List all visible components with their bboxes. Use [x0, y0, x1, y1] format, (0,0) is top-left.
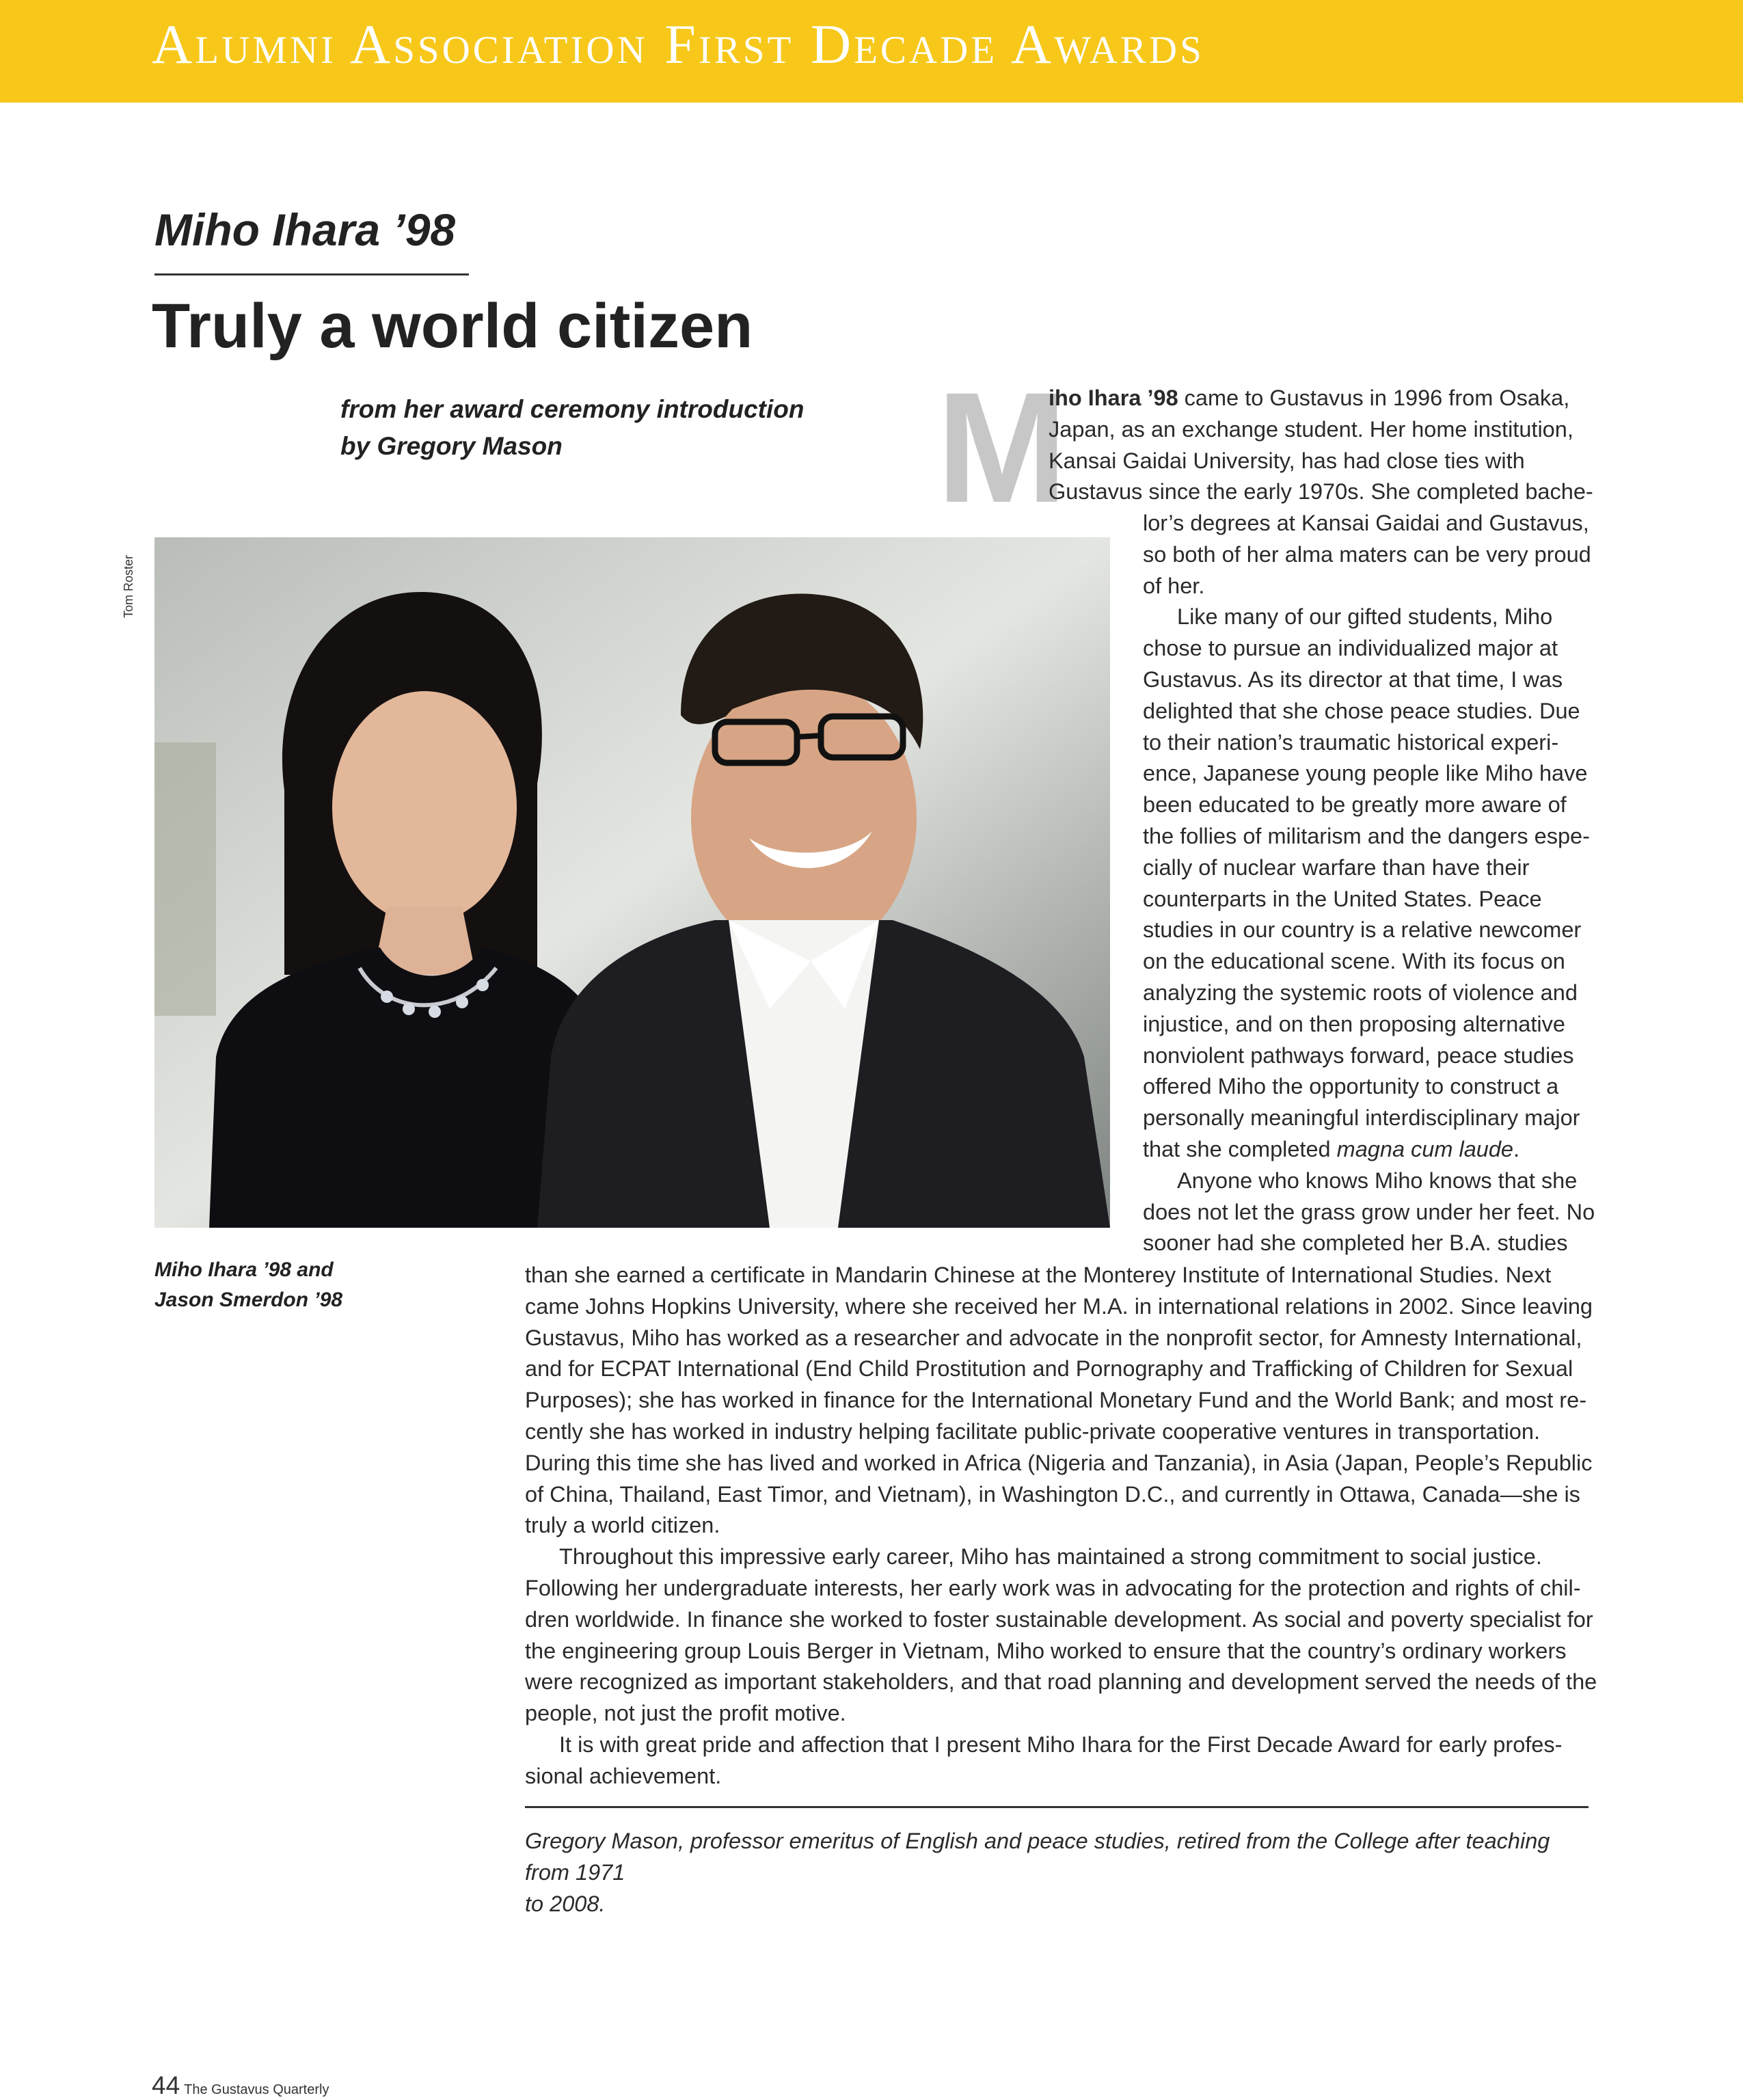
body-line: delighted that she chose peace studies. Due: [1143, 698, 1580, 723]
body-line: chose to pursue an individualized major at: [1143, 636, 1558, 661]
banner-title: Alumni Association First Decade Awards: [152, 13, 1204, 75]
body-line: cently she has worked in industry helping facilitate public-private cooperative ventures in transportation.: [525, 1418, 1540, 1444]
body-line: people, not just the profit motive.: [525, 1701, 846, 1726]
body-line: on the educational scene. With its focus on: [1143, 949, 1565, 974]
article-column-right: [1143, 508, 1595, 1259]
drop-cap: M: [936, 360, 1068, 535]
latin-honors: magna cum laude: [1336, 1136, 1514, 1161]
body-line: the engineering group Louis Berger in Vietnam, Miho worked to ensure that the country’s ordinary workers: [525, 1638, 1567, 1663]
page-number: 44: [152, 2071, 180, 2099]
body-line: the follies of militarism and the dangers espe-: [1143, 823, 1590, 848]
body-line: so both of her alma maters can be very proud: [1143, 541, 1591, 567]
portrait-illustration: [154, 537, 1110, 1228]
body-line: iho Ihara ’98 came to Gustavus in 1996 from Osaka,: [1049, 386, 1570, 410]
body-line: dren worldwide. In finance she worked to foster sustainable development. As social and poverty specialist for: [525, 1606, 1593, 1632]
bio-divider: [525, 1806, 1589, 1808]
body-line: Gustavus, Miho has worked as a researcher and advocate in the nonprofit sector, for Amnesty International,: [525, 1325, 1582, 1350]
body-line: It is with great pride and affection that I present Miho Ihara for the First Decade Award for early profes-: [559, 1732, 1563, 1757]
body-line: came Johns Hopkins University, where she received her M.A. in international relations in 2002. Since leaving: [525, 1293, 1593, 1319]
bio-line-2: to 2008.: [525, 1892, 606, 1916]
body-line: been educated to be greatly more aware of: [1143, 792, 1567, 818]
caption-line-1: Miho Ihara ’98 and: [154, 1258, 334, 1281]
article-column-wide: [525, 1260, 1595, 1792]
page-footer: [152, 2071, 329, 2100]
byline: [340, 391, 819, 465]
body-line: Gustavus since the early 1970s. She completed bache-: [1049, 479, 1593, 504]
photo-caption: [154, 1255, 442, 1315]
body-line: Like many of our gifted students, Miho: [1177, 604, 1553, 630]
name-underline: [154, 273, 469, 275]
publication-name: The Gustavus Quarterly: [184, 2082, 329, 2097]
body-line: personally meaningful interdisciplinary major: [1143, 1105, 1580, 1131]
body-line: sional achievement.: [525, 1763, 722, 1788]
header-banner: [0, 0, 1743, 103]
body-line: Following her undergraduate interests, her early work was in advocating for the protection and rights of chil-: [525, 1575, 1581, 1600]
byline-line-2: by Gregory Mason: [340, 432, 563, 460]
article-column-top: [1049, 383, 1595, 508]
body-line: of her.: [1143, 573, 1205, 598]
body-line: ence, Japanese young people like Miho have: [1143, 761, 1588, 786]
body-line: analyzing the systemic roots of violence and: [1143, 980, 1578, 1005]
body-line: Anyone who knows Miho knows that she: [1177, 1168, 1578, 1193]
body-line: studies in our country is a relative newcomer: [1143, 917, 1582, 943]
body-line: Purposes); she has worked in finance for the International Monetary Fund and the World Bank; and most re-: [525, 1388, 1587, 1413]
body-line: Japan, as an exchange student. Her home institution,: [1049, 416, 1573, 442]
body-line: of China, Thailand, East Timor, and Vietnam), in Washington D.C., and currently in Ottawa, Canada—she is: [525, 1481, 1580, 1507]
body-line: offered Miho the opportunity to construct a: [1143, 1074, 1559, 1099]
body-line: to their nation’s traumatic historical experi-: [1143, 729, 1559, 755]
author-bio: [525, 1825, 1591, 1920]
honoree-name: Miho Ihara ’98: [154, 204, 456, 255]
body-line: lor’s degrees at Kansai Gaidai and Gustavus,: [1143, 511, 1589, 535]
body-line: nonviolent pathways forward, peace studies: [1143, 1042, 1574, 1068]
byline-line-1: from her award ceremony introduction: [340, 395, 805, 423]
body-line: Kansai Gaidai University, has had close ties with: [1049, 448, 1525, 473]
body-line: Gustavus. As its director at that time, I was: [1143, 667, 1563, 692]
article-headline: Truly a world citizen: [152, 291, 753, 361]
portrait-photo: [154, 537, 1110, 1228]
bio-line-1: Gregory Mason, professor emeritus of English and peace studies, retired from the College after teaching from 1971: [525, 1829, 1550, 1885]
body-line: Throughout this impressive early career, Miho has maintained a strong commitment to social justice.: [559, 1544, 1542, 1570]
caption-line-2: Jason Smerdon ’98: [154, 1289, 343, 1311]
body-line: cially of nuclear warfare than have their: [1143, 854, 1530, 880]
body-line: and for ECPAT International (End Child Prostitution and Pornography and Trafficking of Children for Sexual: [525, 1356, 1573, 1382]
body-line: During this time she has lived and worked in Africa (Nigeria and Tanzania), in Asia (Japan, People’s Republic: [525, 1450, 1593, 1475]
body-line: sooner had she completed her B.A. studies: [1143, 1230, 1568, 1256]
body-line: truly a world citizen.: [525, 1513, 720, 1538]
body-line: than she earned a certificate in Mandarin Chinese at the Monterey Institute of International Studies. Next: [525, 1263, 1552, 1287]
body-line: were recognized as important stakeholders, and that road planning and development served the needs of the: [525, 1669, 1597, 1695]
body-line: does not let the grass grow under her feet. No: [1143, 1199, 1595, 1224]
body-line: that she completed magna cum laude.: [1143, 1136, 1520, 1161]
body-line: counterparts in the United States. Peace: [1143, 886, 1542, 911]
lead-name: iho Ihara ’98: [1049, 386, 1178, 410]
body-line: injustice, and on then proposing alternative: [1143, 1011, 1565, 1036]
photo-credit: Tom Roster: [122, 554, 135, 618]
